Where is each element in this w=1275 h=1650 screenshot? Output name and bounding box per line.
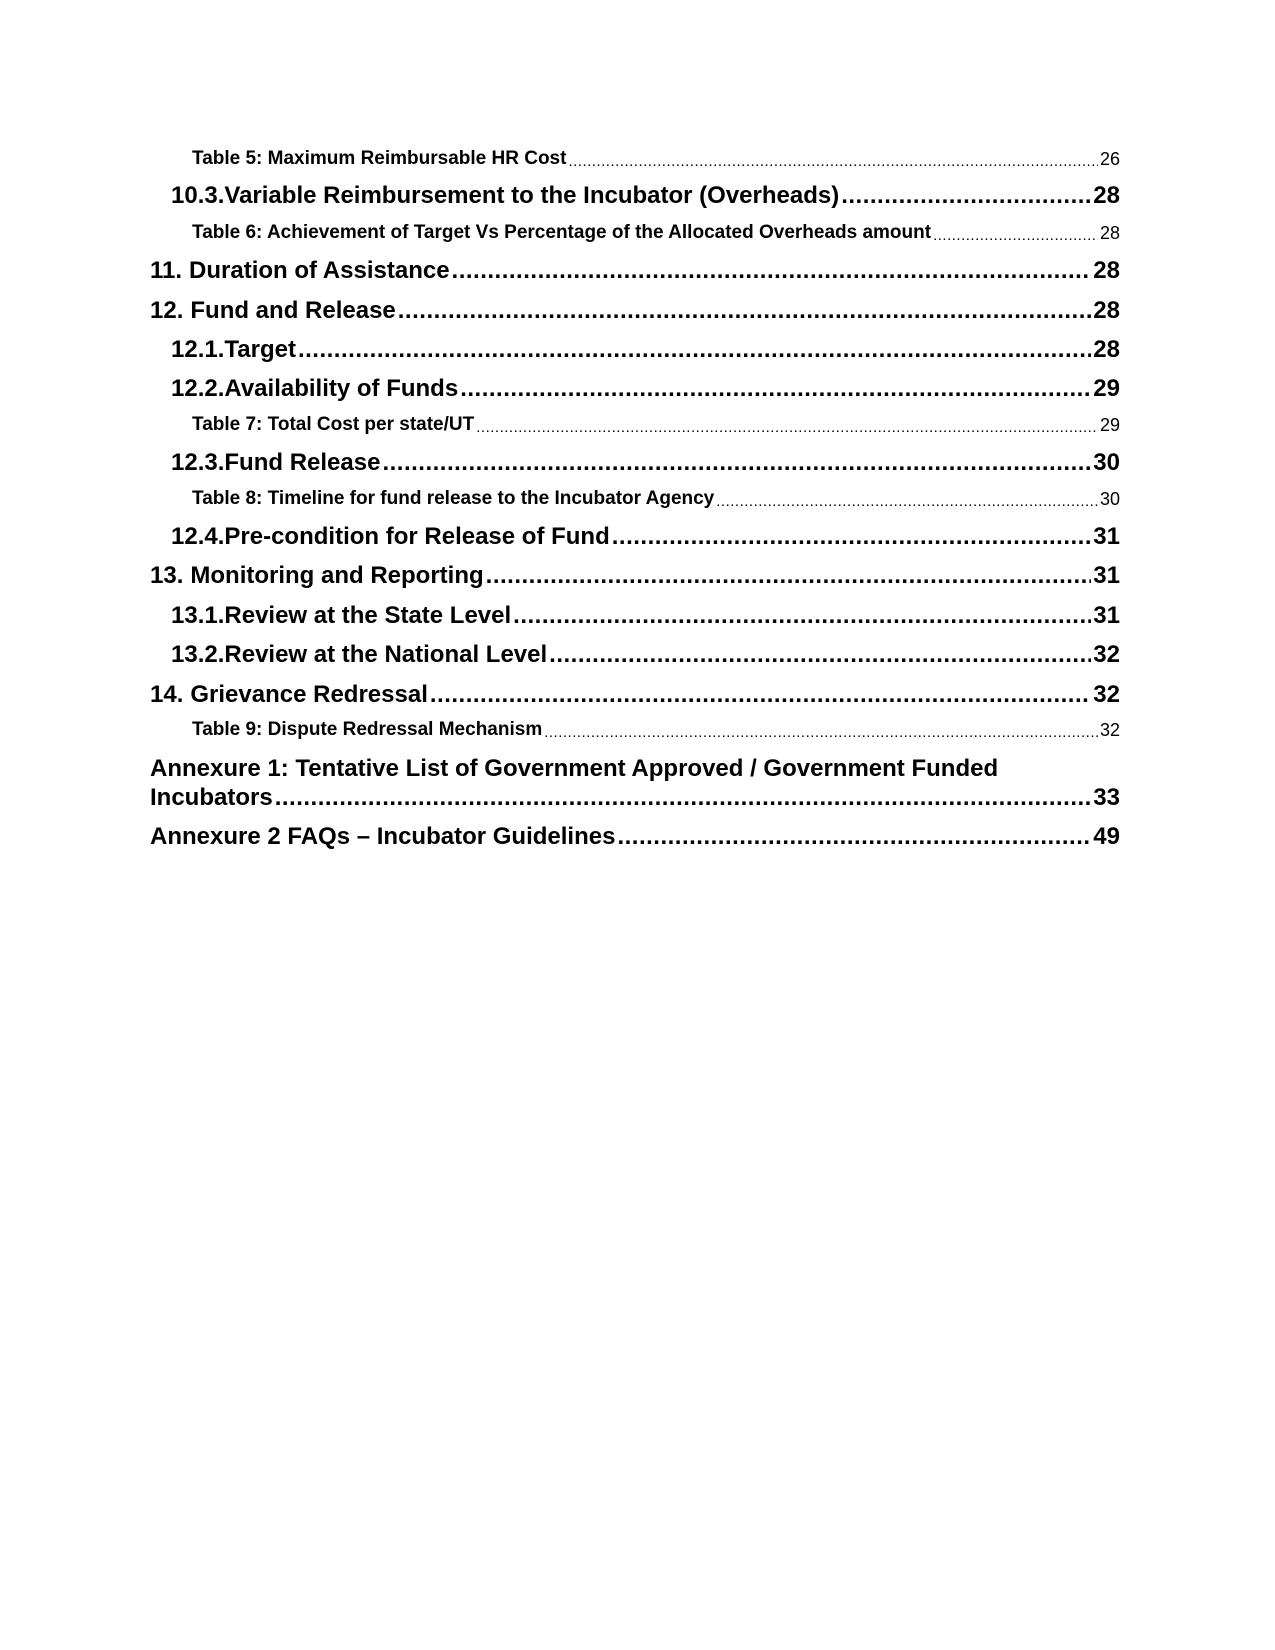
dot-leader — [549, 641, 1091, 669]
toc-entry-page: 28 — [1099, 223, 1120, 243]
dot-leader — [841, 182, 1091, 210]
toc-entry-title: Table 6: Achievement of Target Vs Percentage of the Allocated Overheads amount — [192, 222, 932, 243]
dot-leader — [298, 336, 1091, 364]
toc-entry-number: 12.3. — [171, 449, 225, 476]
toc-entry-page: 28 — [1093, 257, 1120, 284]
dot-leader — [612, 523, 1092, 551]
toc-entry-number: 12.2. — [171, 375, 225, 402]
dot-leader — [476, 419, 1098, 436]
toc-entry-page: 30 — [1099, 489, 1120, 509]
dot-leader — [382, 449, 1091, 477]
toc-entry-title: Fund and Release — [190, 297, 396, 324]
toc-entry-page: 33 — [1093, 784, 1120, 811]
toc-entry-number: 13.2. — [171, 641, 225, 668]
toc-entry-title: Target — [224, 336, 296, 363]
toc-entry-number: 11. — [150, 257, 183, 284]
toc-entry-title: Review at the National Level — [224, 641, 548, 668]
toc-entry-title: Duration of Assistance — [189, 257, 450, 284]
toc-entry-title: Review at the State Level — [224, 602, 512, 629]
dot-leader — [486, 562, 1092, 590]
toc-entry-page: 28 — [1093, 336, 1120, 363]
toc-entry-title: Table 7: Total Cost per state/UT — [192, 414, 475, 435]
toc-entry-page: 29 — [1099, 415, 1120, 435]
dot-leader — [716, 493, 1098, 510]
toc-entry-page: 29 — [1093, 375, 1120, 402]
dot-leader — [568, 153, 1098, 170]
toc-entry-number: 14. — [150, 681, 184, 708]
toc-entry-page: 32 — [1093, 681, 1120, 708]
toc-entry-title: Table 8: Timeline for fund release to the Incubator Agency — [192, 488, 715, 509]
toc-entry-page: 32 — [1099, 720, 1120, 740]
toc-entry-title: Availability of Funds — [224, 375, 459, 402]
dot-leader — [398, 297, 1092, 325]
dot-leader — [513, 602, 1091, 630]
toc-entry-number: 13. — [150, 562, 184, 589]
toc-entry-page: 26 — [1099, 149, 1120, 169]
toc-entry-title: Grievance Redressal — [190, 681, 428, 708]
toc-entry-title: Pre-condition for Release of Fund — [224, 523, 610, 550]
toc-entry-number: 12. — [150, 297, 184, 324]
toc-entry-page: 31 — [1093, 523, 1120, 550]
toc-entry-title: Incubators — [150, 784, 273, 811]
toc-entry-page: 49 — [1093, 823, 1120, 850]
dot-leader — [617, 823, 1091, 851]
toc-entry-number: 12.4. — [171, 523, 225, 550]
toc-entry-page: 30 — [1093, 449, 1120, 476]
toc-entry-title: Table 5: Maximum Reimbursable HR Cost — [192, 148, 567, 169]
dot-leader — [933, 227, 1098, 244]
toc-entry-title: Variable Reimbursement to the Incubator (Overheads) — [224, 182, 840, 209]
toc-entry-title: Fund Release — [224, 449, 381, 476]
toc-entry-number: 10.3. — [171, 182, 225, 209]
dot-leader — [460, 375, 1091, 403]
dot-leader — [452, 257, 1092, 285]
toc-entry-title: Monitoring and Reporting — [190, 562, 484, 589]
toc-entry-page: 28 — [1093, 297, 1120, 324]
dot-leader — [275, 784, 1092, 812]
toc-entry-page: 31 — [1093, 562, 1120, 589]
toc-entry-page: 31 — [1093, 602, 1120, 629]
toc-entry-page: 32 — [1093, 641, 1120, 668]
toc-entry-title-line1: Annexure 1: Tentative List of Government Approved / Government Funded — [150, 755, 999, 782]
toc-entry-title: Annexure 2 FAQs – Incubator Guidelines — [150, 823, 616, 850]
dot-leader — [430, 681, 1091, 709]
toc-entry-page: 28 — [1093, 182, 1120, 209]
toc-entry-number: 12.1. — [171, 336, 225, 363]
toc-entry-number: 13.1. — [171, 602, 225, 629]
toc-entry-title: Table 9: Dispute Redressal Mechanism — [192, 719, 543, 740]
dot-leader — [544, 724, 1098, 741]
